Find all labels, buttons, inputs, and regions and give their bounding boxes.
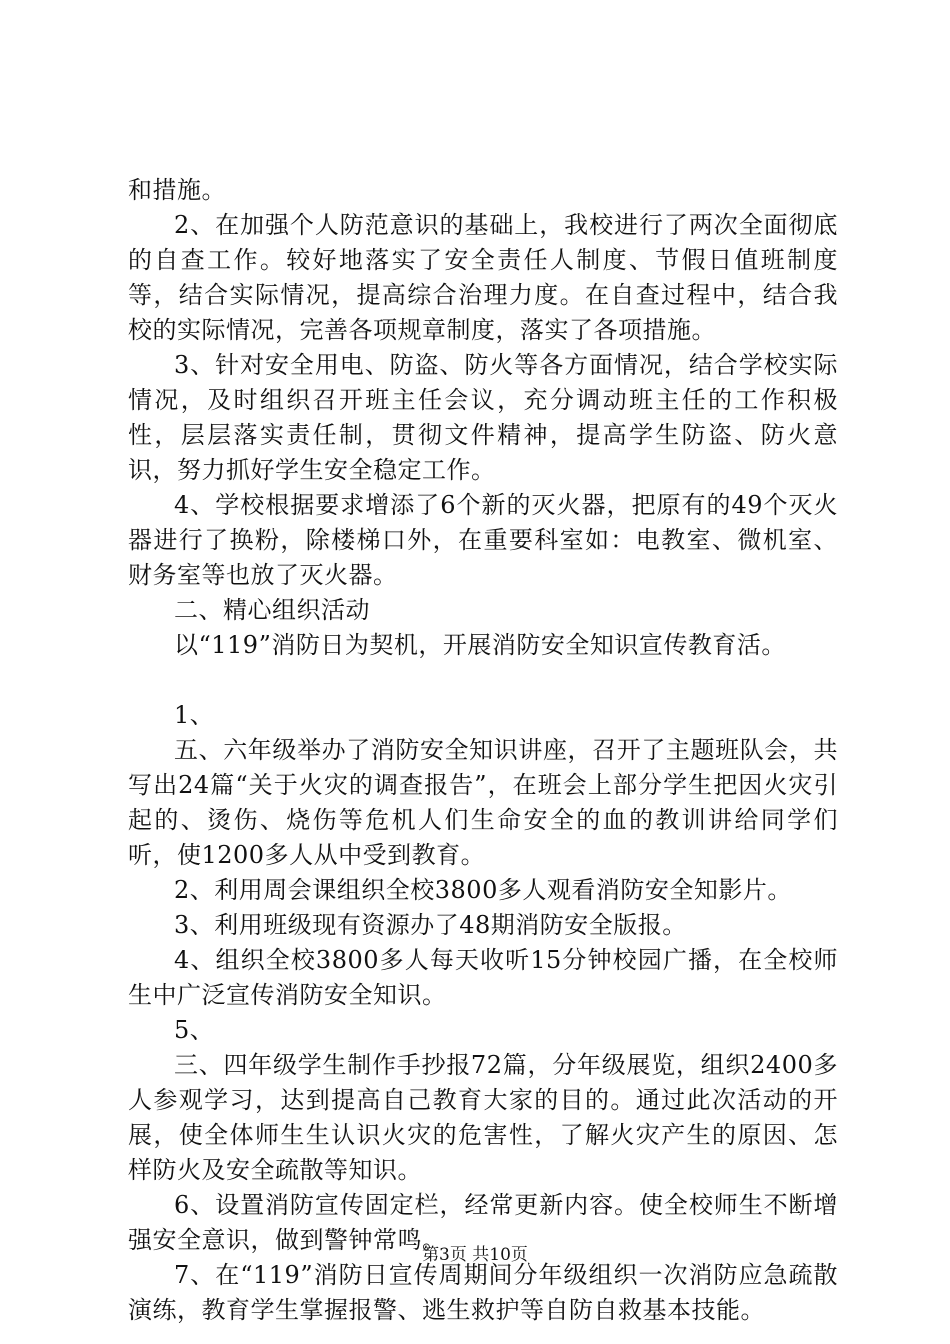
paragraph: 2、利用周会课组织全校3800多人观看消防安全知影片。 xyxy=(174,876,792,904)
paragraph: 4、学校根据要求增添了6个新的灭火器，把原有的49个灭火器进行了换粉，除楼梯口外，在重要科室如：电教室、微机室、财务室等也放了灭火器。 xyxy=(128,491,838,589)
paragraph: 五、六年级举办了消防安全知识讲座，召开了主题班队会，共写出24篇“关于火灾的调查报告”，在班会上部分学生把因火灾引起的、烫伤、烧伤等危机人们生命安全的血的教训讲给同学们听，使1200多人从中受到教育。 xyxy=(128,736,838,869)
paragraph: 和措施。 xyxy=(128,176,226,204)
paragraph: 3、利用班级现有资源办了48期消防安全版报。 xyxy=(174,911,687,939)
paragraph: 1、 xyxy=(174,701,215,729)
paragraph: 二、精心组织活动 xyxy=(174,596,370,624)
paragraph: 2、在加强个人防范意识的基础上，我校进行了两次全面彻底的自查工作。较好地落实了安全责任人制度、节假日值班制度等，结合实际情况，提高综合治理力度。在自查过程中，结合我校的实际情况，完善各项规章制度，落实了各项措施。 xyxy=(128,211,838,344)
paragraph-gap xyxy=(128,663,838,698)
paragraph: 5、 xyxy=(174,1016,215,1044)
paragraph: 6、设置消防宣传固定栏，经常更新内容。使全校师生不断增强安全意识，做到警钟常鸣。 xyxy=(128,1191,838,1254)
paragraph: 7、在“119”消防日宣传周期间分年级组织一次消防应急疏散演练，教育学生掌握报警、逃生救护等自防自救基本技能。 xyxy=(128,1261,838,1324)
document-body xyxy=(128,173,838,1328)
paragraph: 3、针对安全用电、防盗、防火等各方面情况，结合学校实际情况，及时组织召开班主任会议，充分调动班主任的工作积极性，层层落实责任制，贯彻文件精神，提高学生防盗、防火意识，努力抓好学生安全稳定工作。 xyxy=(128,351,838,484)
paragraph: 以“119”消防日为契机，开展消防安全知识宣传教育活。 xyxy=(174,631,786,659)
paragraph: 三、四年级学生制作手抄报72篇，分年级展览，组织2400多人参观学习，达到提高自己教育大家的目的。通过此次活动的开展，使全体师生生认识火灾的危害性，了解火灾产生的原因、怎样防火及安全疏散等知识。 xyxy=(128,1051,838,1184)
paragraph: 4、组织全校3800多人每天收听15分钟校园广播，在全校师生中广泛宣传消防安全知识。 xyxy=(128,946,838,1009)
page-footer: 第3页 共10页 xyxy=(422,1245,528,1265)
